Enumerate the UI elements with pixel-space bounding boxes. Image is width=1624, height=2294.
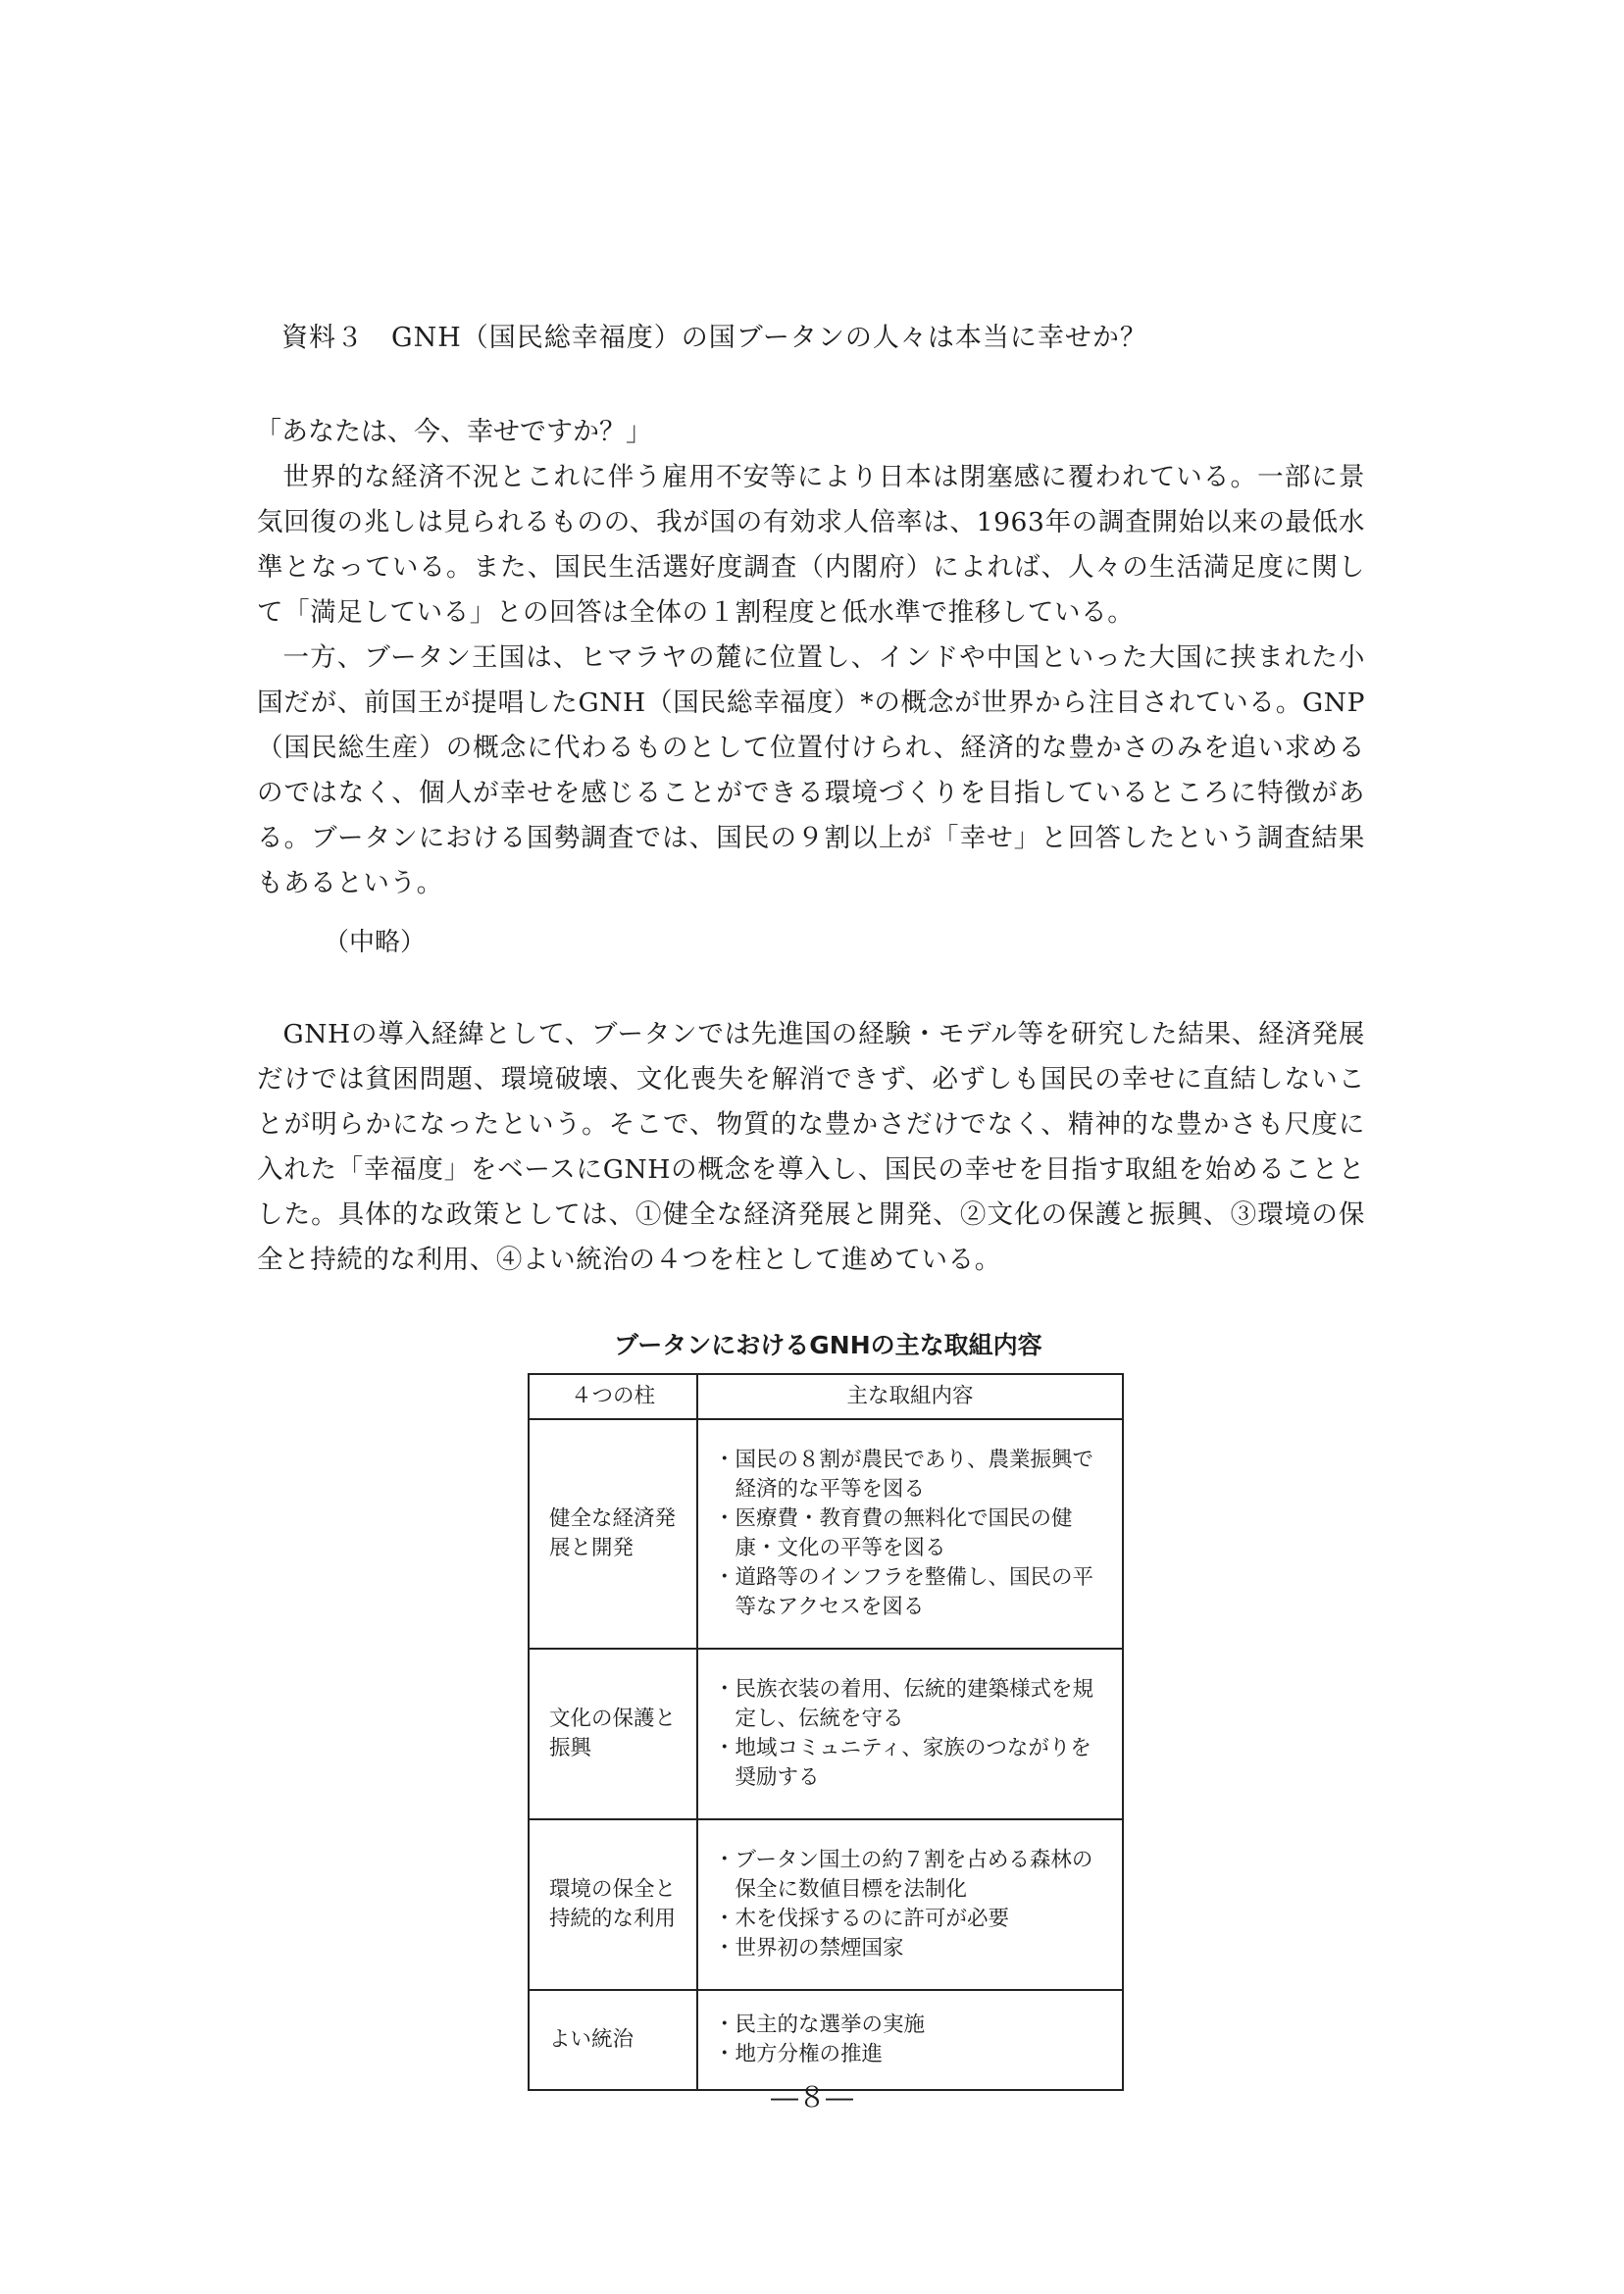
measures-list [714,1846,1110,1963]
measure-item: ・ 国民の８割が農民であり、農業振興で経済的な平等を図る [714,1446,1110,1504]
measure-item: ・ 地域コミュニティ、家族のつながりを奨励する [714,1734,1110,1793]
material-label: 資料３ [281,323,364,353]
measure-item: ・ ブータン国土の約７割を占める森林の保全に数値目標を法制化 [714,1846,1110,1905]
measure-item: ・ 地方分権の推進 [714,2040,1110,2069]
paragraph-japan-situation: 世界的な経済不況とこれに伴う雇用不安等により日本は閉塞感に覆われている。一部に景気回復の兆しは見られるものの、我が国の有効求人倍率は、1963年の調査開始以来の最低水準となっている。また、国民生活選好度調査（内閣府）によれば、人々の生活満足度に関して「満足している」との回答は全体の１割程度と低水準で推移している。 [257,462,1365,628]
header-pillars: ４つの柱 [529,1374,697,1419]
page-number: ―８― [770,2081,853,2114]
measures-list [714,1446,1110,1622]
measure-item: ・ 世界初の禁煙国家 [714,1934,1110,1963]
measures-cell [697,1649,1123,1819]
material-heading [281,316,1147,354]
material-title: GNH（国民総幸福度）の国ブータンの人々は本当に幸せか？ [391,323,1147,353]
pillar-cell: 文化の保護と振興 [529,1649,697,1819]
measures-cell [697,1990,1123,2090]
measure-item: ・ 医療費・教育費の無料化で国民の健康・文化の平等を図る [714,1504,1110,1563]
measures-cell [697,1419,1123,1649]
paragraph-bhutan-gnh: 一方、ブータン王国は、ヒマラヤの麓に位置し、インドや中国といった大国に挟まれた小国だが、前国王が提唱したGNH（国民総幸福度）*の概念が世界から注目されている。GNP（国民総生産）の概念に代わるものとして位置付けられ、経済的な豊かさのみを追い求めるのではなく、個人が幸せを感じることができる環境づくりを目指しているところに特徴がある。ブータンにおける国勢調査では、国民の９割以上が「幸せ」と回答したという調査結果もあるという。 [257,642,1365,898]
measures-cell [697,1819,1123,1990]
pillar-cell: 環境の保全と持続的な利用 [529,1819,697,1990]
gnh-measures-table [528,1373,1124,2091]
table-row [529,1419,1123,1649]
measures-list [714,1675,1110,1793]
pillar-cell: 健全な経済発展と開発 [529,1419,697,1649]
measure-item: ・ 道路等のインフラを整備し、国民の平等なアクセスを図る [714,1563,1110,1622]
table-row [529,1819,1123,1990]
measure-item: ・ 民主的な選挙の実施 [714,2011,1110,2040]
table-title: ブータンにおけるGNHの主な取組内容 [614,1331,1042,1359]
table-row [529,1990,1123,2090]
pillar-cell: よい統治 [529,1990,697,2090]
measure-item: ・ 木を伐採するのに許可が必要 [714,1905,1110,1934]
table-header-row [529,1374,1123,1419]
header-measures: 主な取組内容 [697,1374,1123,1419]
paragraph-gnh-introduction: GNHの導入経緯として、ブータンでは先進国の経験・モデル等を研究した結果、経済発展だけでは貧困問題、環境破壊、文化喪失を解消できず、必ずしも国民の幸せに直結しないことが明らかになったという。そこで、物質的な豊かさだけでなく、精神的な豊かさも尺度に入れた「幸福度」をベースにGNHの概念を導入し、国民の幸せを目指す取組を始めることとした。具体的な政策としては、①健全な経済発展と開発、②文化の保護と振興、③環境の保全と持続的な利用、④よい統治の４つを柱として進めている。 [257,1019,1365,1275]
opening-quote: 「あなたは、今、幸せですか？」 [255,417,652,447]
measure-item: ・ 民族衣装の着用、伝統的建築様式を規定し、伝統を守る [714,1675,1110,1734]
omission-note: （中略） [324,928,427,957]
table-row [529,1649,1123,1819]
measures-list [714,2011,1110,2069]
